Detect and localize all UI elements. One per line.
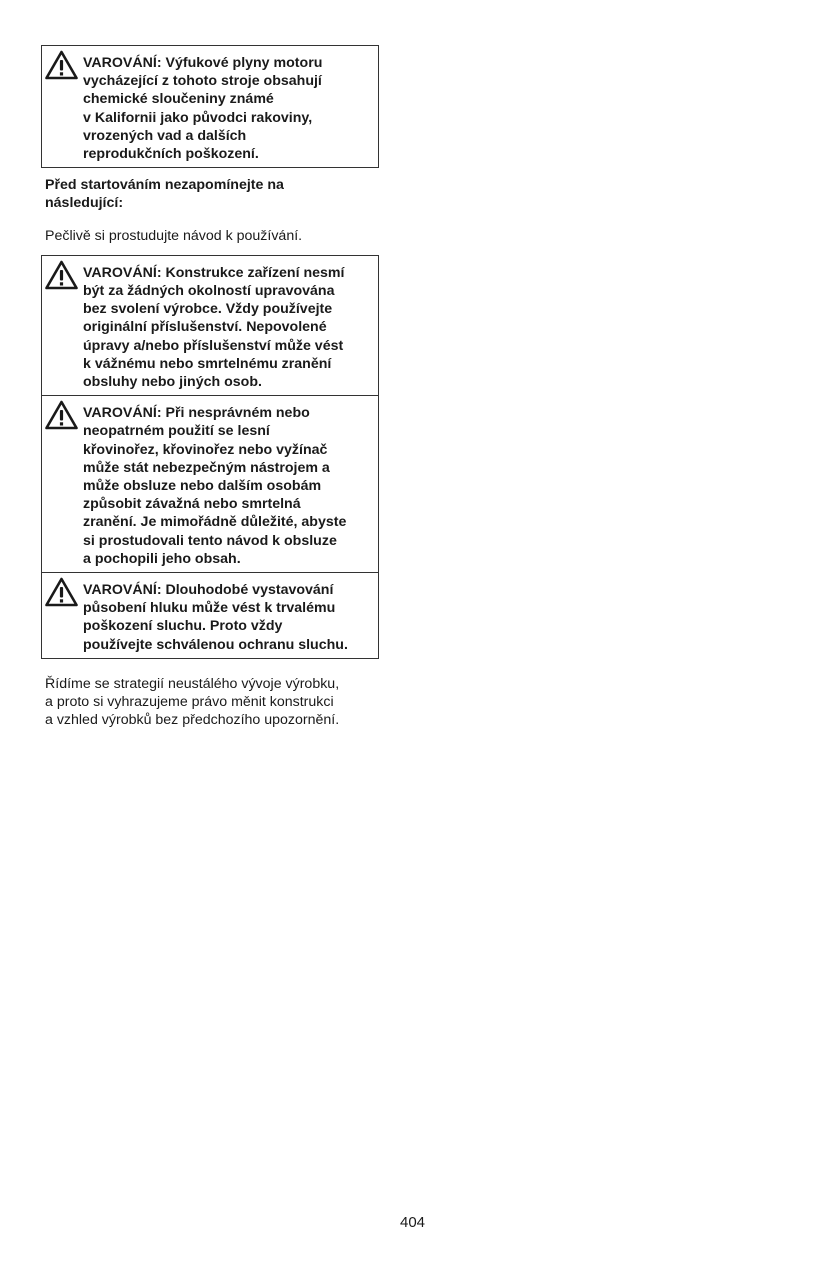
before-start-heading: Před startováním nezapomínejte na následující: <box>45 177 284 212</box>
warning-box-exhaust <box>41 45 379 168</box>
warning-triangle-icon <box>45 577 78 607</box>
development-policy-text: Řídíme se strategií neustálého vývoje výrobku, a proto si vyhrazujeme právo měnit konstrukci a vzhled výrobků bez předchozího upozornění. <box>45 675 340 729</box>
warning-text-exhaust: VAROVÁNÍ: Výfukové plyny motoru vycházející z tohoto stroje obsahují chemické sloučeniny známé v Kalifornii jako původci rakoviny, vrozených vad a dalších reprodukčních poškození. <box>83 55 323 163</box>
warning-text-modification: VAROVÁNÍ: Konstrukce zařízení nesmí být za žádných okolností upravována bez svolení výrobce. Vždy používejte originální příslušenství. Nepovolené úpravy a/nebo příslušenství může vést k vážnému nebo smrtelnému zranění obsluhy nebo jiných osob. <box>83 264 345 391</box>
warning-text-misuse: VAROVÁNÍ: Při nesprávném nebo neopatrném použití se lesní křovinořez, křovinořez nebo vyžínač může stát nebezpečným nástrojem a může obsluze nebo dalším osobám způsobit závažná nebo smrtelná zranění. Je mimořádně důležité, abyste si prostudovali tento návod k obsluze a pochopili jeho obsah. <box>83 405 347 567</box>
warning-box-noise <box>41 573 379 659</box>
warning-text-noise: VAROVÁNÍ: Dlouhodobé vystavování působení hluku může vést k trvalému poškození sluchu. Proto vždy používejte schválenou ochranu sluchu. <box>83 582 348 653</box>
warning-triangle-icon <box>45 400 78 430</box>
warning-triangle-icon <box>45 260 78 290</box>
warning-box-modification <box>41 255 379 396</box>
warning-box-misuse <box>41 396 379 573</box>
page-content-column <box>41 45 379 740</box>
warning-triangle-icon <box>45 50 78 80</box>
page-number: 404 <box>399 1214 426 1231</box>
read-manual-text: Pečlivě si prostudujte návod k používání. <box>45 227 303 244</box>
